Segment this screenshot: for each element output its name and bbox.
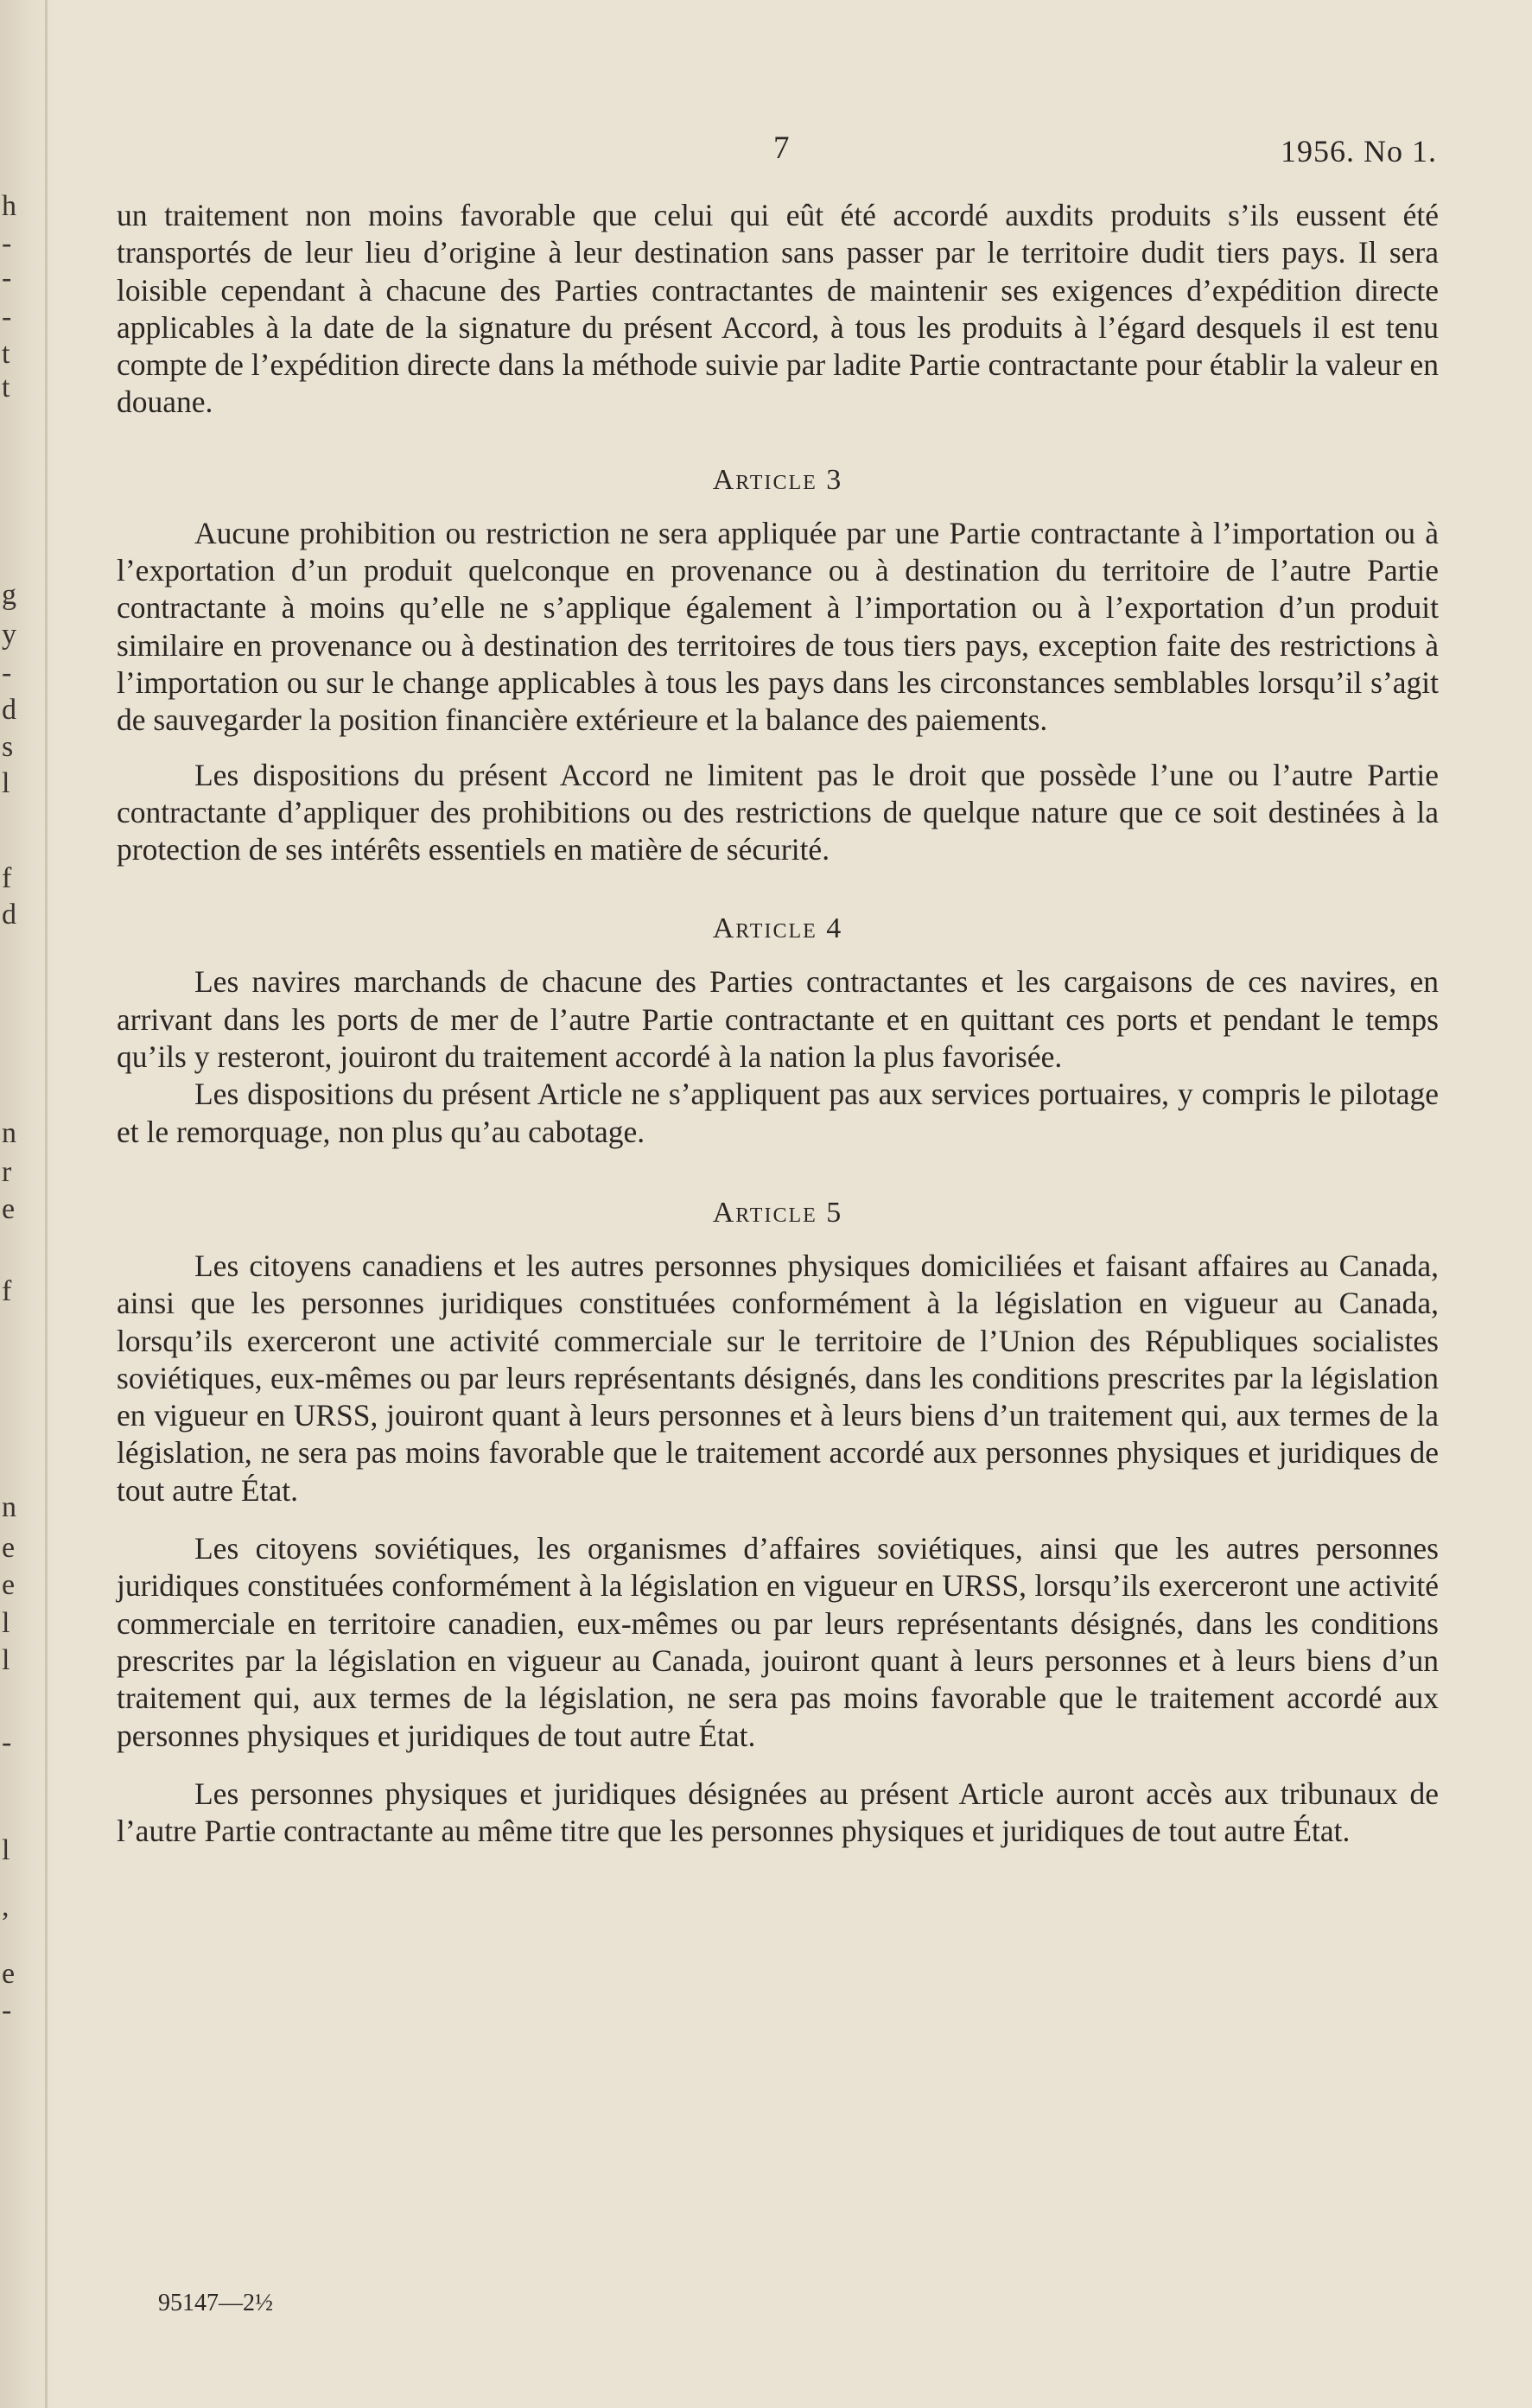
margin-fragment: e	[2, 1958, 16, 1990]
article-5-paragraph-2: Les citoyens soviétiques, les organismes d’affaires soviétiques, ainsi que les autres personnes juridiques constituées conformément à la législation en vigueur en URSS, lorsqu’ils exerceront une activité commerciale en territoire canadien, eux-mêmes ou par leurs représentants désignés, dans les conditions prescrites par la législation en vigueur au Canada, jouiront quant à leurs personnes et à leurs biens d’un traitement qui, aux termes de la législation, ne sera pas moins favorable que le traitement accordé aux personnes physiques et juridiques de tout autre État.	[117, 1531, 1439, 1753]
margin-fragment: -	[2, 262, 12, 294]
margin-fragment: e	[2, 1193, 16, 1225]
margin-fragment: d	[2, 694, 16, 726]
article-3-heading: Article 3	[712, 463, 843, 496]
document-reference: 1956. No 1.	[1281, 134, 1437, 168]
margin-fragment: ,	[2, 1890, 10, 1922]
article-3-paragraph-2: Les dispositions du présent Accord ne limitent pas le droit que possède l’une ou l’autre Partie contractante d’appliquer des prohibitions ou des restrictions de quelque nature que ce soit destinées à la protection de ses intérêts essentiels en matière de sécurité.	[117, 757, 1439, 867]
article-5-heading: Article 5	[712, 1196, 843, 1229]
page-number: 7	[773, 130, 790, 166]
margin-fragment: y	[2, 619, 16, 651]
margin-fragment: -	[2, 657, 12, 689]
margin-fragment: n	[2, 1491, 16, 1523]
article-4-paragraph-2: Les dispositions du présent Article ne s’appliquent pas aux services portuaires, y compris le pilotage et le remorquage, non plus qu’au cabotage.	[117, 1077, 1439, 1149]
page-body	[117, 197, 1439, 1850]
margin-fragment: l	[2, 1644, 10, 1676]
article-3-paragraph-1: Aucune prohibition ou restriction ne sera appliquée par une Partie contractante à l’importation ou à l’exportation d’un produit quelconque en provenance ou à destination du territoire de l’autre Partie contractante à moins qu’elle ne s’applique également à l’importation ou à l’exportation d’un produit similaire en provenance ou à destination des territoires de tous tiers pays, exception faite des restrictions à l’importation ou sur le change applicables à tous les pays dans les circonstances semblables lorsqu’il s’agit de sauvegarder la position financière extérieure et la balance des paiements.	[117, 515, 1439, 738]
margin-fragment: -	[2, 1994, 12, 2026]
print-code: 95147—2½	[158, 2290, 273, 2316]
margin-fragment: t	[2, 372, 10, 403]
margin-fragment: t	[2, 338, 10, 370]
margin-fragment: r	[2, 1156, 12, 1188]
margin-fragment: f	[2, 862, 12, 894]
article-4-paragraph-1: Les navires marchands de chacune des Parties contractantes et les cargaisons de ces navires, en arrivant dans les ports de mer de l’autre Partie contractante et en quittant ces ports et pendant le temps qu’ils y resteront, jouiront du traitement accordé à la nation la plus favorisée.	[117, 964, 1439, 1075]
continuation-paragraph: un traitement non moins favorable que celui qui eût été accordé auxdits produits s’ils eussent été transportés de leur lieu d’origine à leur destination sans passer par le territoire dudit tiers pays. Il sera loisible cependant à chacune des Parties contractantes de maintenir ses exigences d’expédition directe applicables à la date de la signature du présent Accord, à tous les produits à l’égard desquels il est tenu compte de l’expédition directe dans la méthode suivie par ladite Partie contractante pour établir la valeur en douane.	[117, 198, 1439, 420]
page-fold-line	[45, 0, 48, 2408]
margin-fragment: d	[2, 899, 16, 931]
facing-page-margin-fragments	[0, 0, 35, 2408]
margin-fragment: e	[2, 1569, 16, 1601]
margin-fragment: -	[2, 227, 12, 259]
margin-fragment: s	[2, 731, 14, 763]
article-5-paragraph-1: Les citoyens canadiens et les autres personnes physiques domiciliées et faisant affaires au Canada, ainsi que les personnes juridiques constituées conformément à la législation en vigueur au Canada, lorsqu’ils exerceront une activité commerciale sur le territoire de l’Union des Républiques socialistes soviétiques, eux-mêmes ou par leurs représentants désignés, dans les conditions prescrites par la législation en vigueur en URSS, jouiront quant à leurs personnes et à leurs biens d’un traitement qui, aux termes de la législation, ne sera pas moins favorable que le traitement accordé aux personnes physiques et juridiques de tout autre État.	[117, 1248, 1439, 1508]
article-4-heading: Article 4	[712, 912, 843, 945]
margin-fragment: h	[2, 190, 16, 222]
margin-fragment: l	[2, 1607, 10, 1639]
margin-fragment: f	[2, 1275, 12, 1307]
margin-fragment: l	[2, 1834, 10, 1866]
margin-fragment: l	[2, 767, 10, 799]
margin-fragment: -	[2, 301, 12, 333]
margin-fragment: n	[2, 1117, 16, 1149]
margin-fragment: -	[2, 1726, 12, 1758]
article-5-paragraph-3: Les personnes physiques et juridiques désignées au présent Article auront accès aux tribunaux de l’autre Partie contractante au même titre que les personnes physiques et juridiques de tout autre État.	[117, 1776, 1439, 1849]
margin-fragment: e	[2, 1532, 16, 1564]
margin-fragment: g	[2, 579, 16, 611]
page-header	[0, 130, 1532, 173]
